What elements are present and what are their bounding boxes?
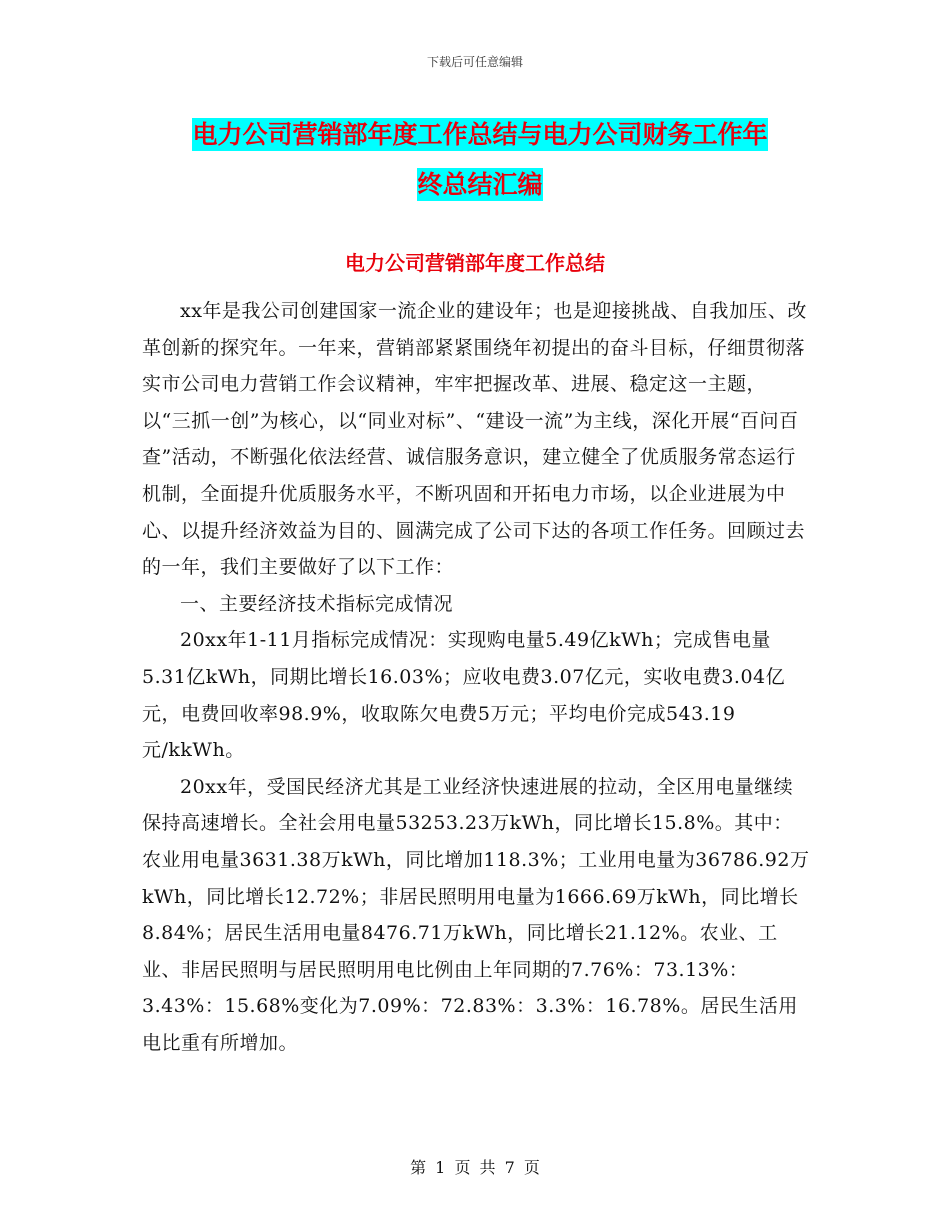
paragraph: xx年是我公司创建国家一流企业的建设年；也是迎接挑战、自我加压、改革创新的探究年。一年来，营销部紧紧围绕年初提出的奋斗目标，仔细贯彻落实市公司电力营销工作会议精神，牢牢把握改革、进展、稳定这一主题，以“三抓一创”为核心，以“同业对标”、“建设一流”为主线，深化开展“百问百查”活动，不断强化依法经营、诚信服务意识，建立健全了优质服务常态运行机制，全面提升优质服务水平，不断巩固和开拓电力市场，以企业进展为中心、以提升经济效益为目的、圆满完成了公司下达的各项工作任务。回顾过去的一年，我们主要做好了以下工作： xyxy=(142,300,807,579)
document-title xyxy=(150,110,810,210)
paragraph: 20xx年，受国民经济尤其是工业经济快速进展的拉动，全区用电量继续保持高速增长。全社会用电量53253.23万kWh，同比增长15.8%。其中：农业用电量3631.38万kWh，同比增加118.3%；工业用电量为36786.92万kWh，同比增长12.72%；非居民照明用电量为1666.69万kWh，同比增长8.84%；居民生活用电量8476.71万kWh，同比增长21.12%。农业、工业、非居民照明与居民照明用电比例由上年同期的7.76%：73.13%：3.43%：15.68%变化为7.09%：72.83%：3.3%：16.78%。居民生活用电比重有所增加。 xyxy=(142,775,810,1054)
body-text xyxy=(142,293,812,1061)
paragraph: 一、主要经济技术指标完成情况 xyxy=(180,592,454,615)
paragraph: 20xx年1-11月指标完成情况：实现购电量5.49亿kWh；完成售电量5.31亿kWh，同期比增长16.03%；应收电费3.07亿元，实收电费3.04亿元，电费回收率98.9%，收取陈欠电费5万元；平均电价完成543.19元/kkWh。 xyxy=(142,629,786,762)
document-title-line-2: 终总结汇编 xyxy=(417,170,543,199)
page-footer: 第 1 页 共 7 页 xyxy=(410,1158,540,1177)
section-title: 电力公司营销部年度工作总结 xyxy=(345,251,605,275)
header-note: 下载后可任意编辑 xyxy=(426,55,523,69)
document-title-line-1: 电力公司营销部年度工作总结与电力公司财务工作年 xyxy=(192,120,768,149)
